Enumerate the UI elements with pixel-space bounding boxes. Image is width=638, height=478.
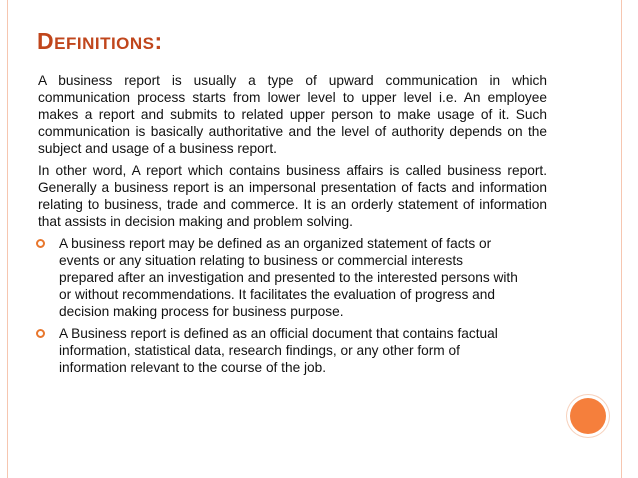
title-first-letter: D xyxy=(37,28,55,54)
bullet-item-1 xyxy=(38,235,521,320)
paragraph-2: In other word, A report which contains business affairs is called business report. Generally a business report is an impersonal presentation of facts and information relating to business, trade and commerce. It is an orderly statement of information that assists in decision making and problem solving. xyxy=(38,163,547,229)
bullet-text-1: A business report may be defined as an organized statement of facts or events or any situation relating to business or commercial interests prepared after an investigation and presented to the interested persons with or without recommendations. It facilitates the evaluation of progress and decision making process for business purpose. xyxy=(59,236,518,319)
right-border-line xyxy=(621,0,622,478)
ring-bullet-icon xyxy=(36,329,45,338)
bullet-text-2: A Business report is defined as an official document that contains factual information, statistical data, research findings, or any other form of information relevant to the course of the job. xyxy=(59,326,498,375)
left-border-line xyxy=(7,0,8,478)
decorative-circle-icon xyxy=(570,398,606,434)
paragraph-1: A business report is usually a type of upward communication in which communication process starts from lower level to upper level i.e. An employee makes a report and submits to related upper person to make usage of it. Such communication is basically authoritative and the level of authority depends on the subject and usage of a business report. xyxy=(38,73,547,156)
title-colon: : xyxy=(154,28,163,54)
bullet-item-2 xyxy=(38,325,521,376)
slide-content xyxy=(38,72,547,381)
title-rest: EFINITIONS xyxy=(54,34,155,53)
ring-bullet-icon xyxy=(36,239,45,248)
slide-title xyxy=(37,28,163,55)
